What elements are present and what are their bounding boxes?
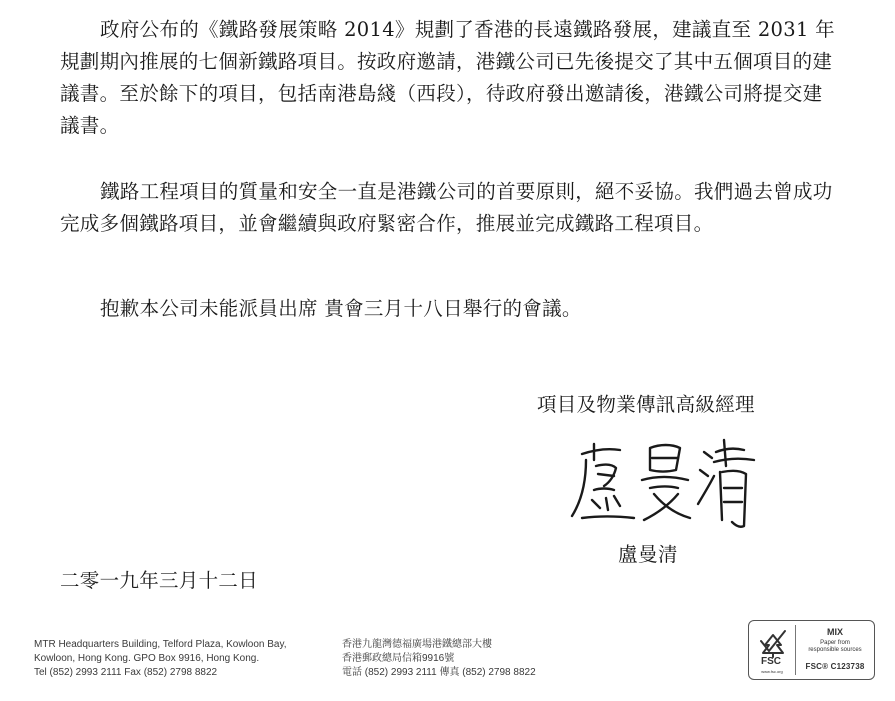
paragraph-strategy-text: 政府公布的《鐵路發展策略 2014》規劃了香港的長遠鐵路發展，建議直至 2031 年規劃期內推展的七個新鐵路項目。按政府邀請，港鐵公司已先後提交了其中五個項目的建議書。至於餘下的項目，包括南港島綫（西段），待政府發出邀請後，港鐵公司將提交建議書。 bbox=[60, 18, 835, 137]
paragraph-strategy bbox=[60, 14, 835, 142]
fsc-mix-label: MIX bbox=[826, 627, 843, 637]
footer-chinese-line: 電話 (852) 2993 2111 傳真 (852) 2798 8822 bbox=[342, 667, 536, 678]
fsc-description bbox=[799, 640, 871, 654]
signer-name: 盧曼清 bbox=[618, 543, 679, 566]
fsc-divider bbox=[795, 625, 796, 675]
footer-chinese-line: 香港九龍灣德福廣場港鐵總部大樓 bbox=[342, 639, 492, 650]
fsc-url: www.fsc.org bbox=[761, 669, 783, 674]
fsc-desc-line: Paper from bbox=[820, 640, 850, 646]
fsc-desc-line: responsible sources bbox=[808, 647, 862, 653]
signer-title: 項目及物業傳訊高級經理 bbox=[537, 393, 755, 416]
paragraph-safety bbox=[60, 176, 835, 240]
letter-date: 二零一九年三月十二日 bbox=[60, 569, 259, 592]
fsc-license-code: FSC® C123738 bbox=[805, 662, 865, 671]
footer-english-line: Tel (852) 2993 2111 Fax (852) 2798 8822 bbox=[34, 667, 218, 678]
footer-chinese-line: 香港郵政總局信箱9916號 bbox=[342, 653, 455, 664]
paragraph-safety-text: 鐵路工程項目的質量和安全一直是港鐵公司的首要原則，絕不妥協。我們過去曾成功完成多個鐵路項目，並會繼續與政府緊密合作，推展並完成鐵路工程項目。 bbox=[60, 180, 833, 235]
handwritten-signature bbox=[564, 430, 764, 530]
footer-chinese-address bbox=[342, 638, 536, 680]
paragraph-apology-text: 抱歉本公司未能派員出席 貴會三月十八日舉行的會議。 bbox=[100, 297, 582, 320]
footer-english-address bbox=[34, 638, 287, 680]
fsc-tree-check-icon bbox=[753, 625, 793, 675]
fsc-certification-badge bbox=[748, 620, 875, 680]
footer-english-line: Kowloon, Hong Kong. GPO Box 9916, Hong Kong. bbox=[34, 653, 260, 664]
footer-english-line: MTR Headquarters Building, Telford Plaza, Kowloon Bay, bbox=[34, 639, 287, 650]
fsc-logo-text: FSC bbox=[761, 656, 781, 667]
paragraph-apology bbox=[60, 293, 835, 325]
